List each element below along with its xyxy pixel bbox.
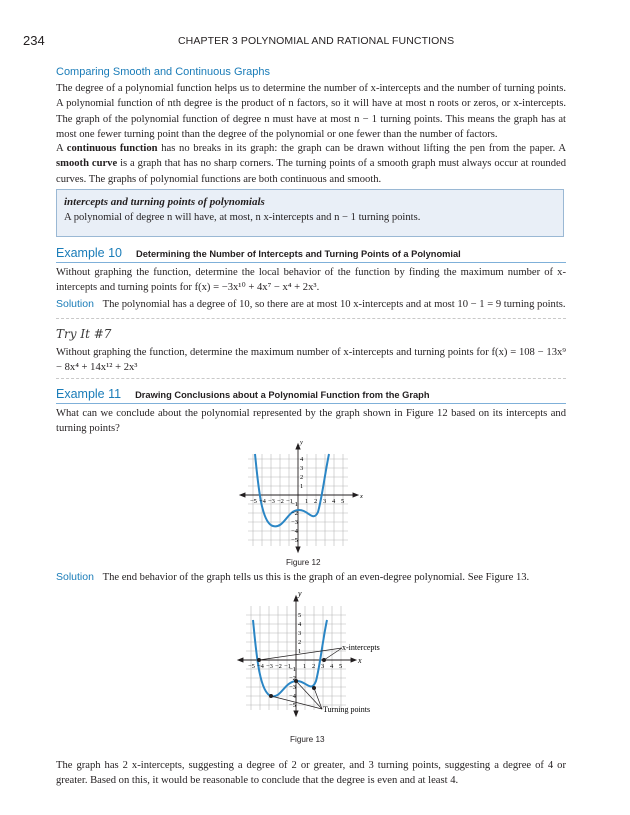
figure12-x-label: x: [360, 493, 363, 500]
figure13-x-tick: −2: [275, 663, 282, 670]
term-smooth-curve: smooth curve: [56, 158, 118, 170]
figure13-y-tick: −1: [289, 666, 296, 673]
figure13-y-tick: 5: [298, 612, 302, 619]
figure13-x-tick: 4: [330, 663, 334, 670]
figure13-graph: [226, 590, 416, 718]
figure12-y-tick: 3: [300, 465, 304, 472]
figure12-x-tick: 2: [314, 498, 318, 505]
figure13-y-tick: −2: [289, 675, 296, 682]
figure13-x-label: x: [358, 656, 362, 665]
tryit-label: Try It #7: [56, 327, 112, 341]
figure13-x-tick: 5: [339, 663, 343, 670]
figure13-y-tick: 3: [298, 630, 302, 637]
figure12-x-tick: −3: [268, 498, 275, 505]
figure12-y-tick: −4: [291, 528, 298, 535]
example11-solution-row: [56, 571, 566, 583]
figure12-graph: [228, 438, 388, 556]
figure13-x-tick: 2: [312, 663, 316, 670]
chapter-header: CHAPTER 3 POLYNOMIAL AND RATIONAL FUNCTIONS: [178, 35, 455, 47]
figure12-x-tick: 1: [305, 498, 309, 505]
figure13-x-tick: −1: [284, 663, 291, 670]
figure13-intercepts-annotation: x-intercepts: [342, 643, 380, 652]
example10-question: Without graphing the function, determine the local behavior of the function by finding the maximum number of x-intercepts and turning points for f(x) = −3x¹⁰ + 4x⁷ − x⁴ + 2x³.: [56, 267, 566, 294]
example11-label: Example 11: [56, 387, 122, 401]
example10-heading: [56, 244, 461, 262]
figure12-x-tick: −4: [259, 498, 266, 505]
tryit-text: Without graphing the function, determine the maximum number of x-intercepts and turning points for f(x) = 108 − 13x⁹ − 8x⁴ + 14x¹² + 2x³: [56, 347, 566, 374]
example10-title: Determining the Number of Intercepts and Turning Points of a Polynomial: [136, 249, 461, 259]
example10-solution-row: [56, 298, 566, 310]
paragraph-degree: The degree of a polynomial function helps us to determine the number of x-intercepts and the number of turning points. A polynomial function of nth degree is the product of n factors, so it will have at most n roots or zeros, or x-intercepts. The graph of the polynomial function of degree n must have at most n − 1 turning points. This means the graph has at most one fewer turning point than the degree of the polynomial or one fewer than the number of factors.: [56, 83, 566, 141]
figure13-y-tick: 1: [298, 648, 302, 655]
figure13-y-tick: 2: [298, 639, 302, 646]
conclusion-paragraph: The graph has 2 x-intercepts, suggesting a degree of 2 or greater, and 3 turning points, suggesting a degree of 4 or greater. Based on this, it would be reasonable to conclude that the degree is even and at least 4.: [56, 760, 566, 787]
paragraph-continuous: A continuous function has no breaks in its graph: the graph can be drawn without lifting the pen from the paper. A smooth curve is a graph that has no sharp corners. The turning points of a smooth graph must always occur at rounded curves. The graphs of polynomial functions are both continuous and smooth.: [56, 143, 567, 185]
example11-rule: [56, 403, 566, 404]
example11-heading: [56, 385, 430, 403]
figure13-x-tick: −3: [266, 663, 273, 670]
figure13-y-tick: 4: [298, 621, 302, 628]
example11-solution-text: The end behavior of the graph tells us this is the graph of an even-degree polynomial. See Figure 13.: [102, 572, 530, 583]
figure12-x-tick: −5: [250, 498, 257, 505]
figure12-x-tick: −2: [277, 498, 284, 505]
figure12-y-tick: 2: [300, 474, 304, 481]
figure12-x-tick: 4: [332, 498, 336, 505]
figure12-y-tick: 4: [300, 456, 304, 463]
note-box: [56, 189, 564, 237]
example10-solution-text: The polynomial has a degree of 10, so there are at most 10 x-intercepts and at most 10 − 1 = 9 turning points.: [102, 299, 566, 310]
term-continuous-function: continuous function: [66, 143, 158, 154]
example11-solution-label: Solution: [56, 571, 94, 583]
figure12-x-tick: 3: [323, 498, 327, 505]
figure13-turning-annotation: Turning points: [323, 705, 371, 714]
figure12-y-label: y: [300, 439, 303, 446]
figure12-y-tick: −5: [291, 537, 298, 544]
example11-question: What can we conclude about the polynomial represented by the graph shown in Figure 12 based on its intercepts and turning points?: [56, 408, 566, 435]
figure12-x-tick: 5: [341, 498, 345, 505]
divider: [56, 318, 566, 319]
figure13-x-tick: −5: [248, 663, 255, 670]
figure13-axes: [238, 596, 356, 716]
figure13-caption: Figure 13: [290, 735, 325, 744]
figure12-caption: Figure 12: [286, 558, 321, 567]
divider: [56, 378, 566, 379]
section-title: Comparing Smooth and Continuous Graphs: [56, 66, 271, 78]
example10-label: Example 10: [56, 246, 123, 260]
figure12-y-tick: −1: [291, 501, 298, 508]
figure13-y-tick: −5: [289, 702, 296, 709]
example11-title: Drawing Conclusions about a Polynomial Function from the Graph: [135, 390, 430, 400]
figure13-y-label: y: [298, 590, 302, 598]
example10-solution-label: Solution: [56, 298, 94, 310]
figure12-y-tick: 1: [300, 483, 304, 490]
figure13-y-tick: −4: [289, 693, 296, 700]
page-number: 234: [23, 33, 45, 48]
figure12-y-tick: −3: [291, 519, 298, 526]
figure13-x-tick: 1: [303, 663, 307, 670]
note-box-title: intercepts and turning points of polynomials: [64, 196, 265, 208]
figure13-x-tick: 3: [321, 663, 325, 670]
figure12-x-tick: −1: [286, 498, 293, 505]
figure13-leader-lines: [259, 648, 342, 709]
example10-rule: [56, 262, 566, 263]
figure12-y-tick: −2: [291, 510, 298, 517]
figure13-x-tick: −4: [257, 663, 264, 670]
note-box-text: A polynomial of degree n will have, at most, n x-intercepts and n − 1 turning points.: [64, 212, 421, 223]
figure13-y-tick: −3: [289, 684, 296, 691]
